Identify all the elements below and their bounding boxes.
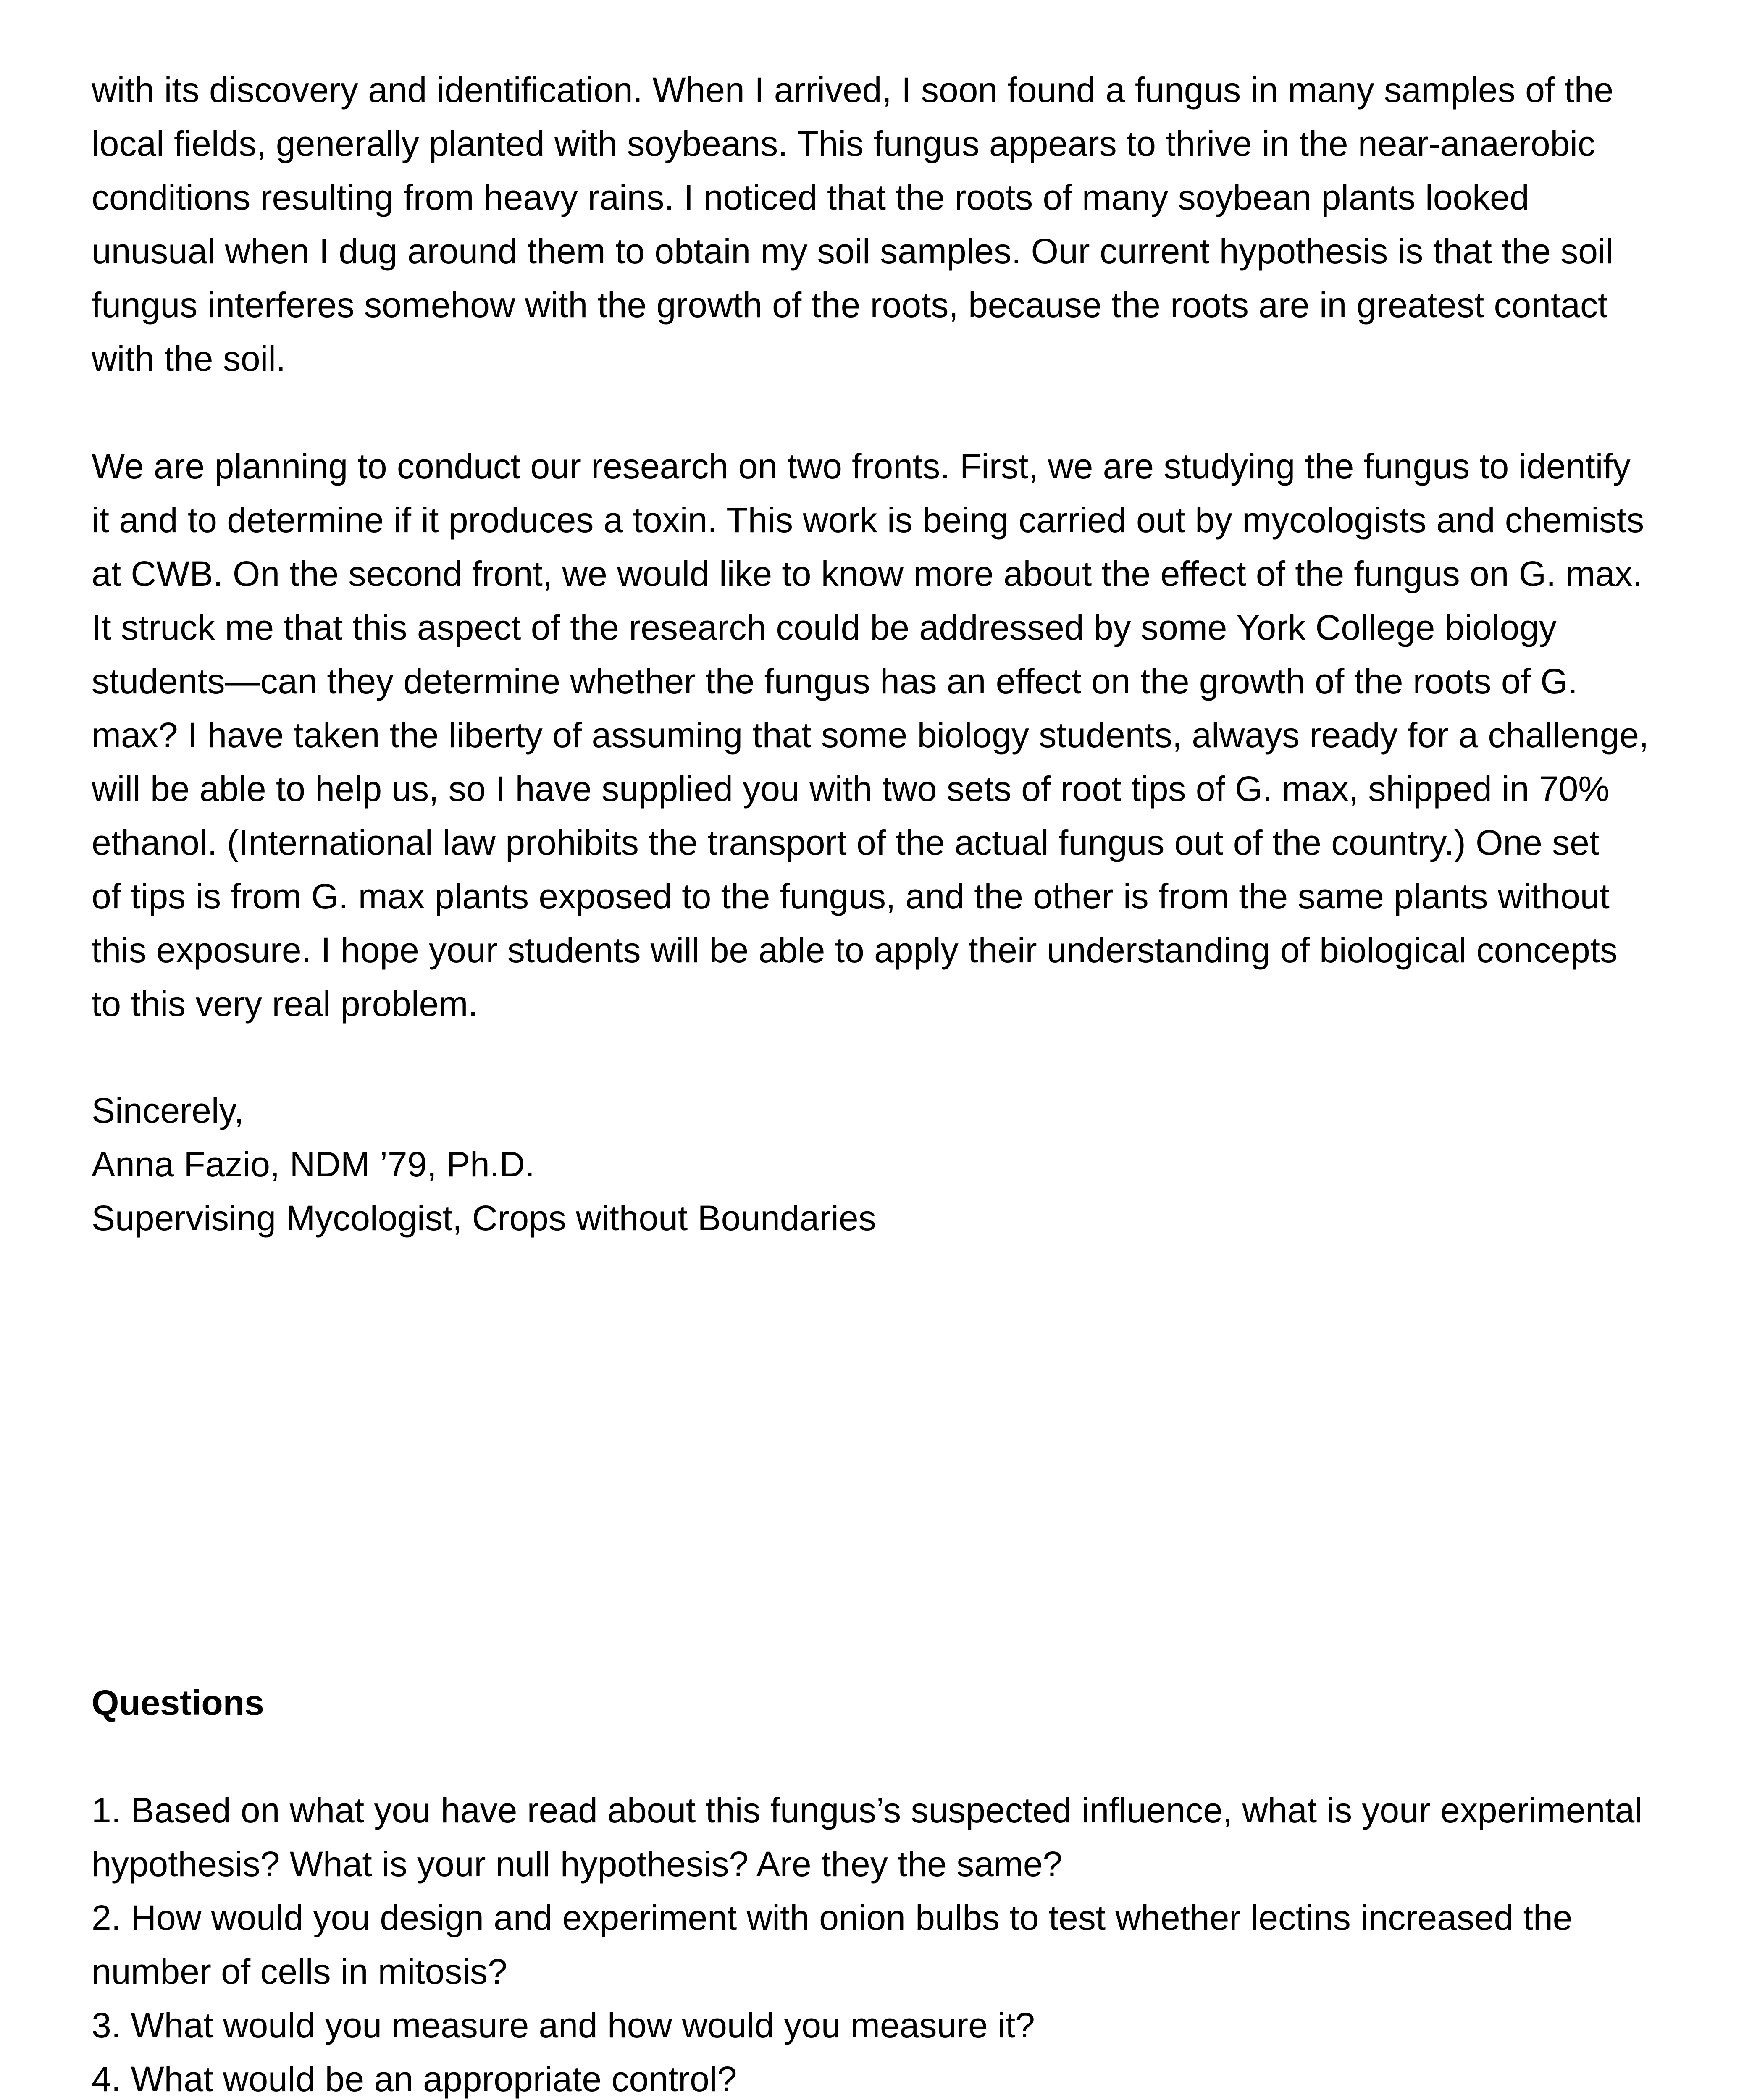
text-line: local fields, generally planted with soybeans. This fungus appears to thrive in the near-anaerobic xyxy=(92,124,1595,163)
list-item: number of cells in mitosis? xyxy=(92,1952,507,1991)
text-line: students—can they determine whether the fungus has an effect on the growth of the roots of G. xyxy=(92,662,1578,701)
list-item: 1. Based on what you have read about this fungus’s suspected influence, what is your experimental xyxy=(92,1790,1643,1830)
letter-closing xyxy=(92,1084,1663,1245)
list-item: hypothesis? What is your null hypothesis? Are they the same? xyxy=(92,1844,1063,1884)
questions-heading: Questions xyxy=(92,1683,264,1722)
questions-list xyxy=(92,1783,1663,2100)
letter-paragraph xyxy=(92,63,1663,386)
text-line: at CWB. On the second front, we would like to know more about the effect of the fungus on G. max. xyxy=(92,554,1642,593)
letter-paragraph xyxy=(92,439,1663,1031)
text-line: with the soil. xyxy=(92,339,286,378)
list-item: 2. How would you design and experiment with onion bulbs to test whether lectins increased the xyxy=(92,1898,1573,1937)
text-line: will be able to help us, so I have supplied you with two sets of root tips of G. max, shipped in 70% xyxy=(92,769,1610,808)
text-line: this exposure. I hope your students will be able to apply their understanding of biological concepts xyxy=(92,930,1618,970)
signer-name: Anna Fazio, NDM ’79, Ph.D. xyxy=(92,1144,535,1184)
text-line: fungus interferes somehow with the growth of the roots, because the roots are in greatest contact xyxy=(92,285,1608,325)
text-line: We are planning to conduct our research on two fronts. First, we are studying the fungus to identify xyxy=(92,446,1631,486)
salutation: Sincerely, xyxy=(92,1091,244,1130)
text-line: unusual when I dug around them to obtain my soil samples. Our current hypothesis is that the soil xyxy=(92,231,1614,271)
text-line: to this very real problem. xyxy=(92,984,478,1024)
text-line: of tips is from G. max plants exposed to the fungus, and the other is from the same plants without xyxy=(92,877,1610,916)
text-line: ethanol. (International law prohibits the transport of the actual fungus out of the country.) One set xyxy=(92,823,1600,862)
text-line: max? I have taken the liberty of assuming that some biology students, always ready for a challenge, xyxy=(92,715,1649,755)
text-line: It struck me that this aspect of the research could be addressed by some York College biology xyxy=(92,608,1557,647)
text-line: with its discovery and identification. When I arrived, I soon found a fungus in many samples of the xyxy=(92,70,1614,110)
text-line: conditions resulting from heavy rains. I noticed that the roots of many soybean plants looked xyxy=(92,178,1529,217)
list-item: 4. What would be an appropriate control? xyxy=(92,2059,737,2099)
signer-title: Supervising Mycologist, Crops without Boundaries xyxy=(92,1198,876,1238)
list-item: 3. What would you measure and how would you measure it? xyxy=(92,2006,1035,2045)
text-line: it and to determine if it produces a toxin. This work is being carried out by mycologists and chemists xyxy=(92,500,1644,540)
